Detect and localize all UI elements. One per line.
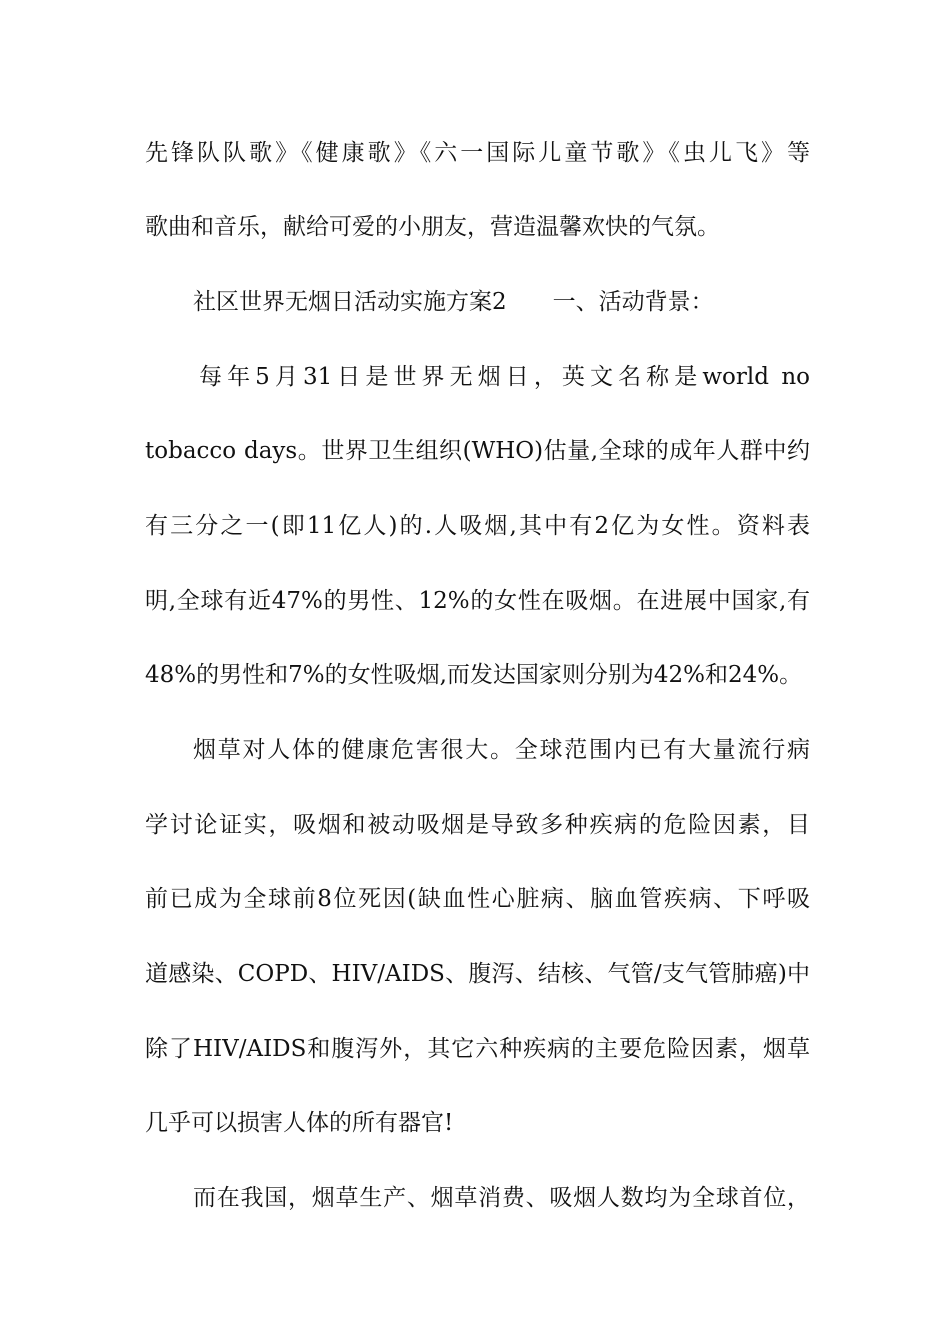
text-line-6: 有三分之一(即11亿人)的.人吸烟,其中有2亿为女性。资料表 — [145, 513, 810, 539]
text-line-15: 而在我国，烟草生产、烟草消费、吸烟人数均为全球首位， — [193, 1185, 810, 1211]
text-line-13: 除了HIV/AIDS和腹泻外，其它六种疾病的主要危险因素，烟草 — [145, 1036, 810, 1062]
text-line-9: 烟草对人体的健康危害很大。全球范围内已有大量流行病 — [193, 737, 810, 763]
text-line-4: 每年5月31日是世界无烟日，英文名称是world no — [199, 364, 810, 390]
text-line-11: 前已成为全球前8位死因(缺血性心脏病、脑血管疾病、下呼吸 — [145, 886, 810, 912]
text-line-5: tobacco days。世界卫生组织(WHO)估量,全球的成年人群中约 — [145, 438, 810, 464]
text-line-3: 社区世界无烟日活动实施方案2 一、活动背景： — [193, 289, 714, 315]
text-line-8: 48%的男性和7%的女性吸烟,而发达国家则分别为42%和24%。 — [145, 662, 803, 688]
text-line-1: 先锋队队歌》《健康歌》《六一国际儿童节歌》《虫儿飞》等 — [145, 140, 810, 166]
text-line-7: 明,全球有近47%的男性、12%的女性在吸烟。在进展中国家,有 — [145, 588, 810, 614]
text-line-14: 几乎可以损害人体的所有器官! — [145, 1110, 454, 1136]
text-line-12: 道感染、COPD、HIV/AIDS、腹泻、结核、气管/支气管肺癌)中 — [145, 961, 810, 987]
text-line-2: 歌曲和音乐，献给可爱的小朋友，营造温馨欢快的气氛。 — [145, 214, 720, 240]
text-line-10: 学讨论证实，吸烟和被动吸烟是导致多种疾病的危险因素，目 — [145, 812, 810, 838]
